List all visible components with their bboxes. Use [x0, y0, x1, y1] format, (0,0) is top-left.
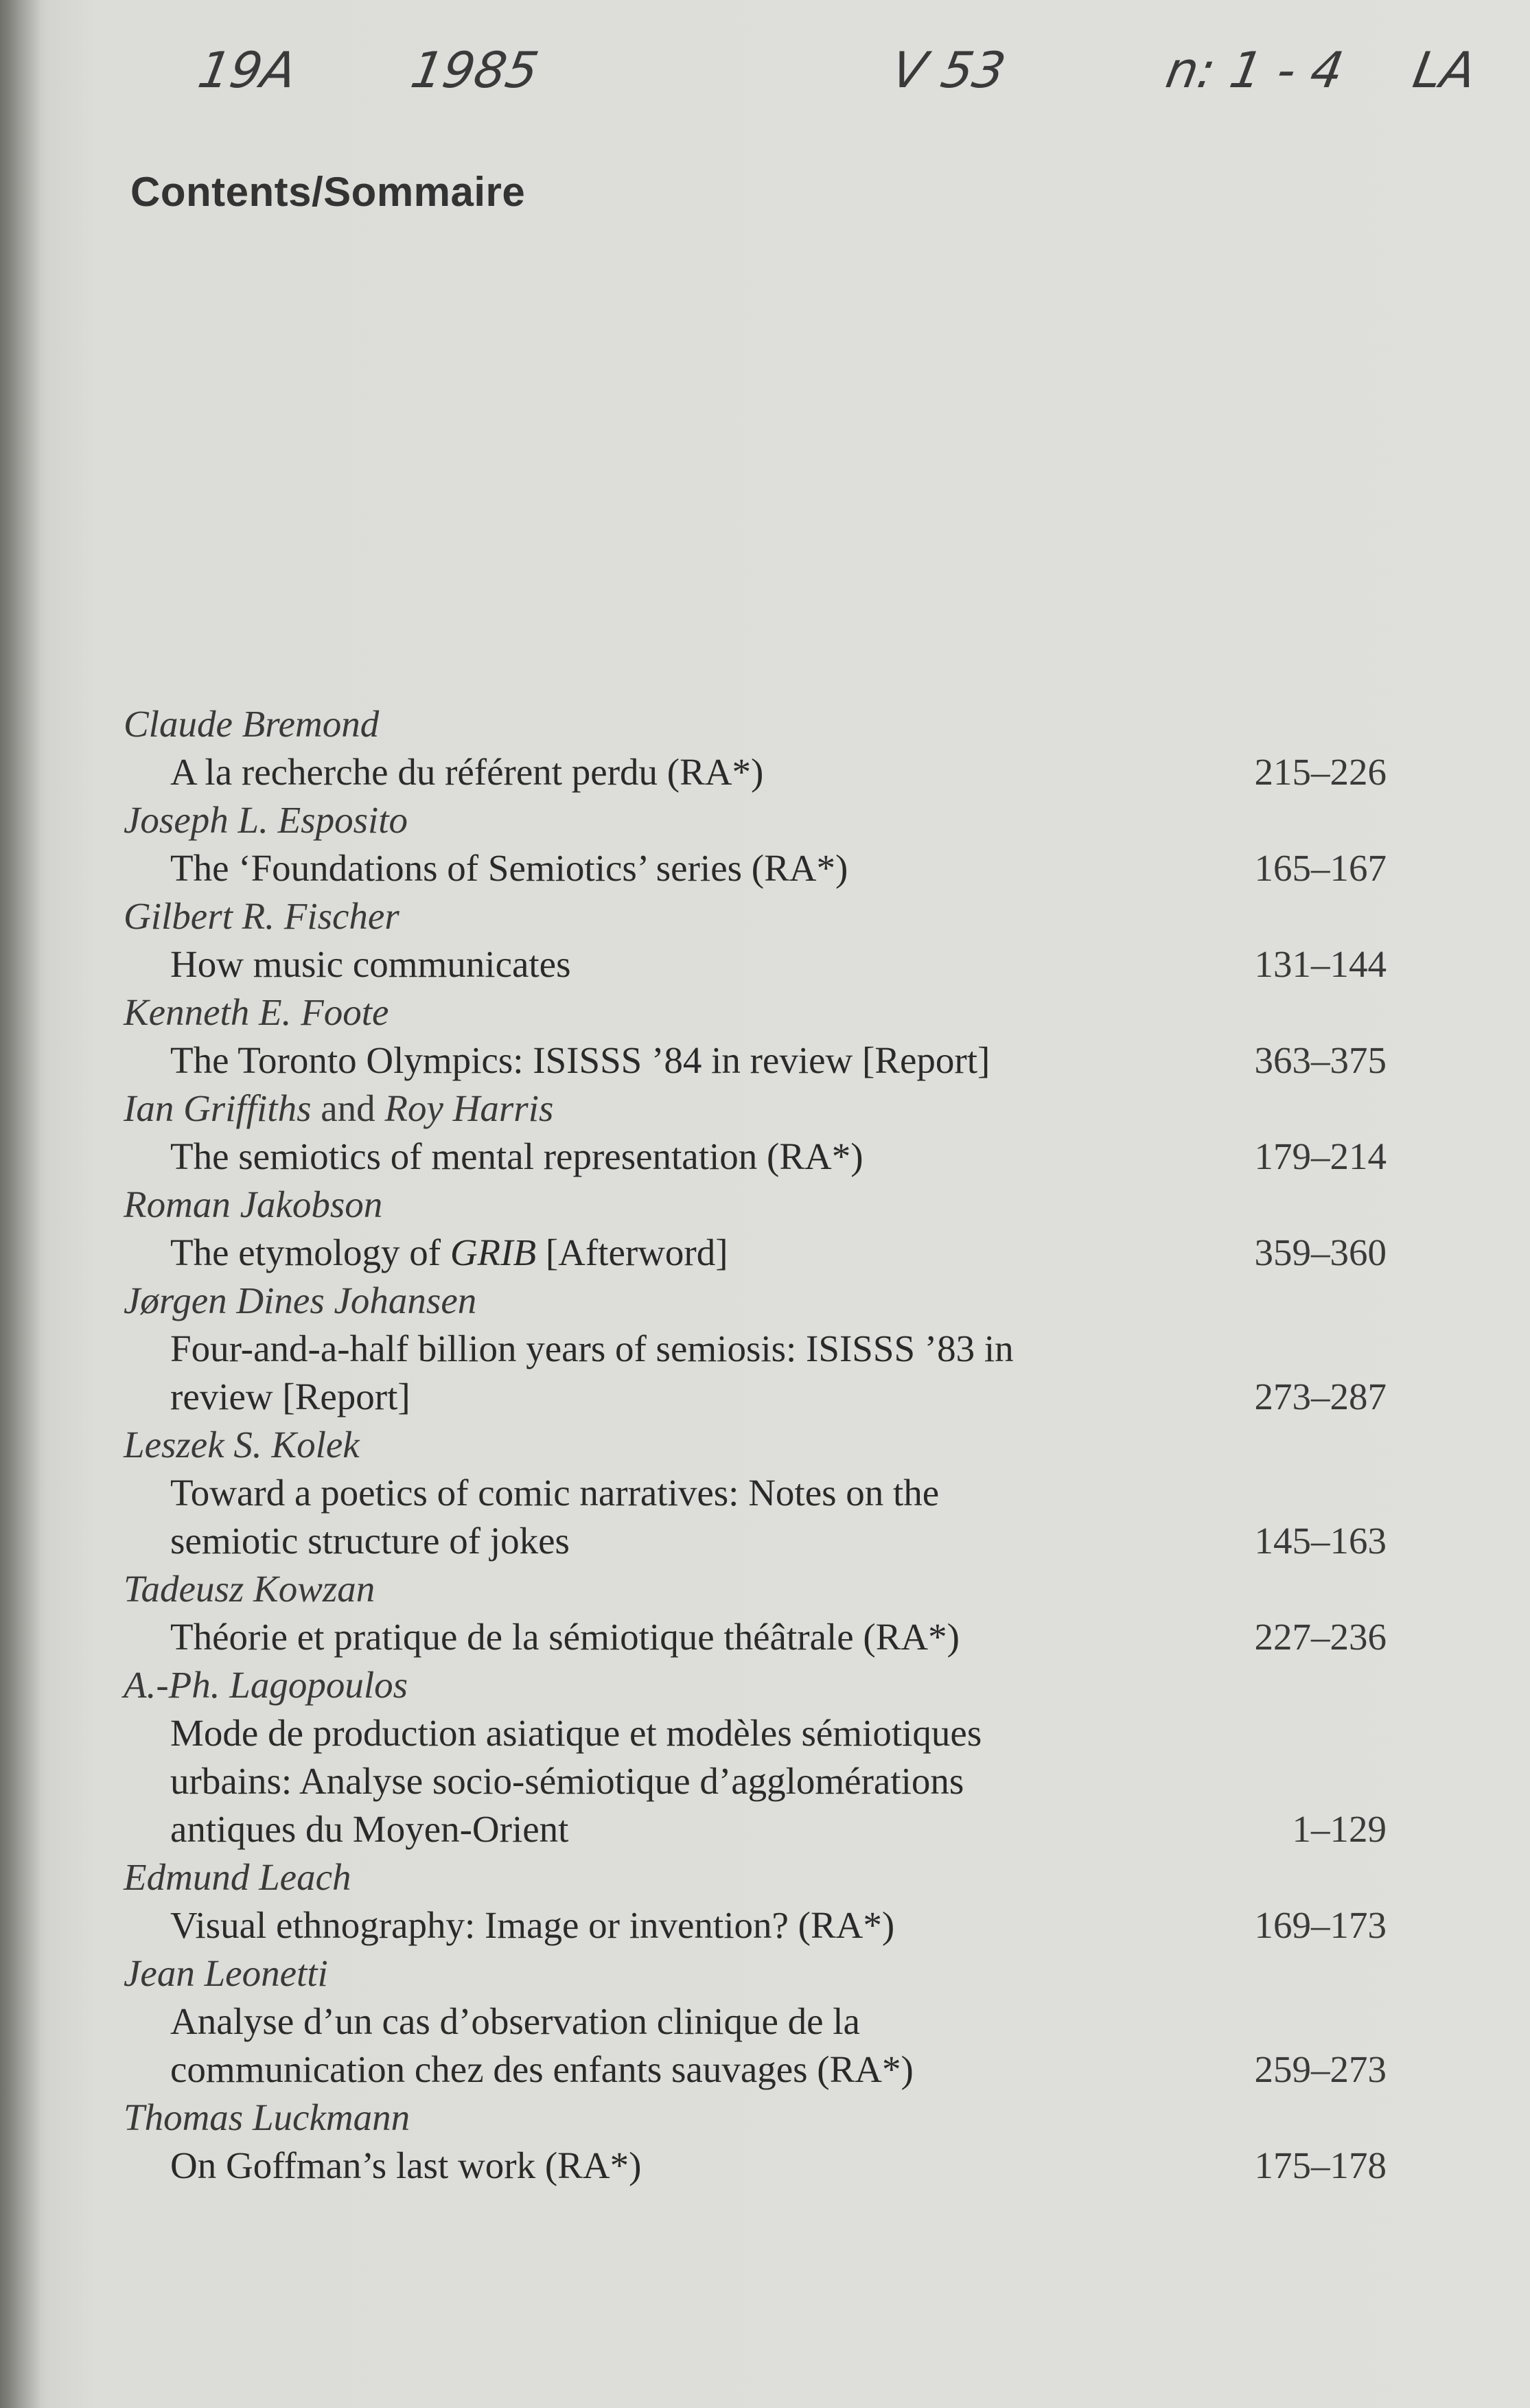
toc-entry [124, 1421, 1387, 1565]
entry-pages: 131–144 [1254, 943, 1387, 985]
entry-pages: 227–236 [1254, 1616, 1387, 1658]
entry-author-name: Ian Griffiths [124, 1087, 312, 1129]
entry-author: Thomas Luckmann [124, 2096, 410, 2138]
toc-entry [124, 1949, 1387, 2094]
entry-title [124, 1133, 1222, 1181]
entry-row [124, 1709, 1387, 1853]
toc-entry [124, 988, 1387, 1085]
toc-entry [124, 2094, 1387, 2190]
entry-title-line: Visual ethnography: Image or invention? (RA*) [170, 1904, 895, 1946]
toc-entry [124, 1661, 1387, 1853]
entry-title-line: antiques du Moyen-Orient [170, 1808, 569, 1850]
entry-row [124, 1133, 1387, 1181]
entry-title [124, 748, 1222, 796]
handwritten-mark: n: 1 - 4 [1161, 41, 1348, 99]
entry-pages: 179–214 [1254, 1135, 1387, 1177]
handwritten-annotations [0, 27, 1530, 110]
entry-title-line: review [Report] [170, 1376, 410, 1417]
handwritten-mark: V 53 [887, 41, 1010, 99]
entry-author-conjunction: and [321, 1087, 375, 1129]
entry-title-italic: GRIB [450, 1231, 537, 1273]
entry-title-line: Analyse d’un cas d’observation clinique de la [170, 2000, 860, 2042]
entry-title [124, 1709, 1222, 1853]
handwritten-mark: LA [1409, 41, 1481, 99]
entry-author: Kenneth E. Foote [124, 991, 389, 1033]
toc-entry [124, 1565, 1387, 1661]
entry-author: Roman Jakobson [124, 1183, 383, 1225]
entry-pages: 273–287 [1254, 1376, 1387, 1417]
entry-row [124, 748, 1387, 796]
entry-title [124, 1613, 1222, 1661]
entry-pages: 169–173 [1254, 1904, 1387, 1946]
entry-author: Jørgen Dines Johansen [124, 1280, 477, 1321]
entry-row [124, 1998, 1387, 2094]
entry-title [124, 1229, 1222, 1277]
entry-author: Gilbert R. Fischer [124, 895, 399, 937]
entry-pages: 215–226 [1254, 751, 1387, 793]
entry-author: Claude Bremond [124, 703, 380, 745]
entry-title-line: The semiotics of mental representation (RA*) [170, 1135, 863, 1177]
entry-author: Edmund Leach [124, 1856, 351, 1898]
entry-pages: 363–375 [1254, 1039, 1387, 1081]
toc-entry [124, 1277, 1387, 1421]
entry-title-line: Théorie et pratique de la sémiotique théâtrale (RA*) [170, 1616, 960, 1658]
handwritten-mark: 1985 [406, 41, 543, 99]
entry-title-line [170, 1229, 1222, 1277]
entry-title [124, 1469, 1222, 1565]
entry-title [124, 1901, 1222, 1949]
entry-title-line: communication chez des enfants sauvages (RA*) [170, 2048, 914, 2090]
entry-row [124, 1229, 1387, 1277]
entry-author-name: Roy Harris [384, 1087, 554, 1129]
entry-title [124, 1037, 1222, 1085]
entry-title-line: The Toronto Olympics: ISISSS ’84 in review [Report] [170, 1039, 990, 1081]
entry-row [124, 1469, 1387, 1565]
entry-title-line: Four-and-a-half billion years of semiosis: ISISSS ’83 in [170, 1328, 1014, 1369]
entry-author [124, 1085, 1387, 1133]
entry-row [124, 1037, 1387, 1085]
entry-pages: 175–178 [1254, 2144, 1387, 2186]
entry-author: Tadeusz Kowzan [124, 1568, 375, 1610]
entry-pages: 145–163 [1254, 1520, 1387, 1562]
entry-row [124, 940, 1387, 988]
toc-entry [124, 700, 1387, 796]
entry-title-line: urbains: Analyse socio-sémiotique d’agglomérations [170, 1760, 964, 1802]
entry-pages: 1–129 [1292, 1808, 1387, 1850]
entry-title-line: A la recherche du référent perdu (RA*) [170, 751, 764, 793]
entry-title-line: semiotic structure of jokes [170, 1520, 570, 1562]
entry-author: Joseph L. Esposito [124, 799, 408, 841]
entry-title-line: Toward a poetics of comic narratives: Notes on the [170, 1472, 940, 1514]
table-of-contents [124, 700, 1387, 2190]
entry-title-line: How music communicates [170, 943, 571, 985]
entry-author: A.-Ph. Lagopoulos [124, 1664, 408, 1706]
entry-title-line: Mode de production asiatique et modèles sémiotiques [170, 1712, 982, 1754]
toc-entry [124, 796, 1387, 892]
entry-title [124, 844, 1222, 892]
entry-row [124, 2142, 1387, 2190]
entry-pages: 359–360 [1254, 1231, 1387, 1273]
toc-entry [124, 1853, 1387, 1949]
entry-title [124, 1998, 1222, 2094]
entry-pages: 259–273 [1254, 2048, 1387, 2090]
entry-author: Jean Leonetti [124, 1952, 328, 1994]
handwritten-mark: 19A [194, 41, 301, 99]
entry-pages: 165–167 [1254, 847, 1387, 889]
entry-row [124, 844, 1387, 892]
spine-shadow [0, 0, 41, 2408]
toc-entry [124, 892, 1387, 988]
entry-row [124, 1613, 1387, 1661]
entry-title-line: The ‘Foundations of Semiotics’ series (RA*) [170, 847, 848, 889]
entry-row [124, 1901, 1387, 1949]
entry-title [124, 2142, 1222, 2190]
entry-title-text: [Afterword] [545, 1231, 728, 1273]
entry-title [124, 1325, 1222, 1421]
entry-row [124, 1325, 1387, 1421]
entry-author: Leszek S. Kolek [124, 1424, 360, 1466]
entry-title [124, 940, 1222, 988]
page-title: Contents/Sommaire [130, 169, 526, 215]
toc-entry [124, 1085, 1387, 1181]
toc-entry [124, 1181, 1387, 1277]
entry-title-text: The etymology of [170, 1231, 441, 1273]
entry-title-line: On Goffman’s last work (RA*) [170, 2144, 642, 2186]
